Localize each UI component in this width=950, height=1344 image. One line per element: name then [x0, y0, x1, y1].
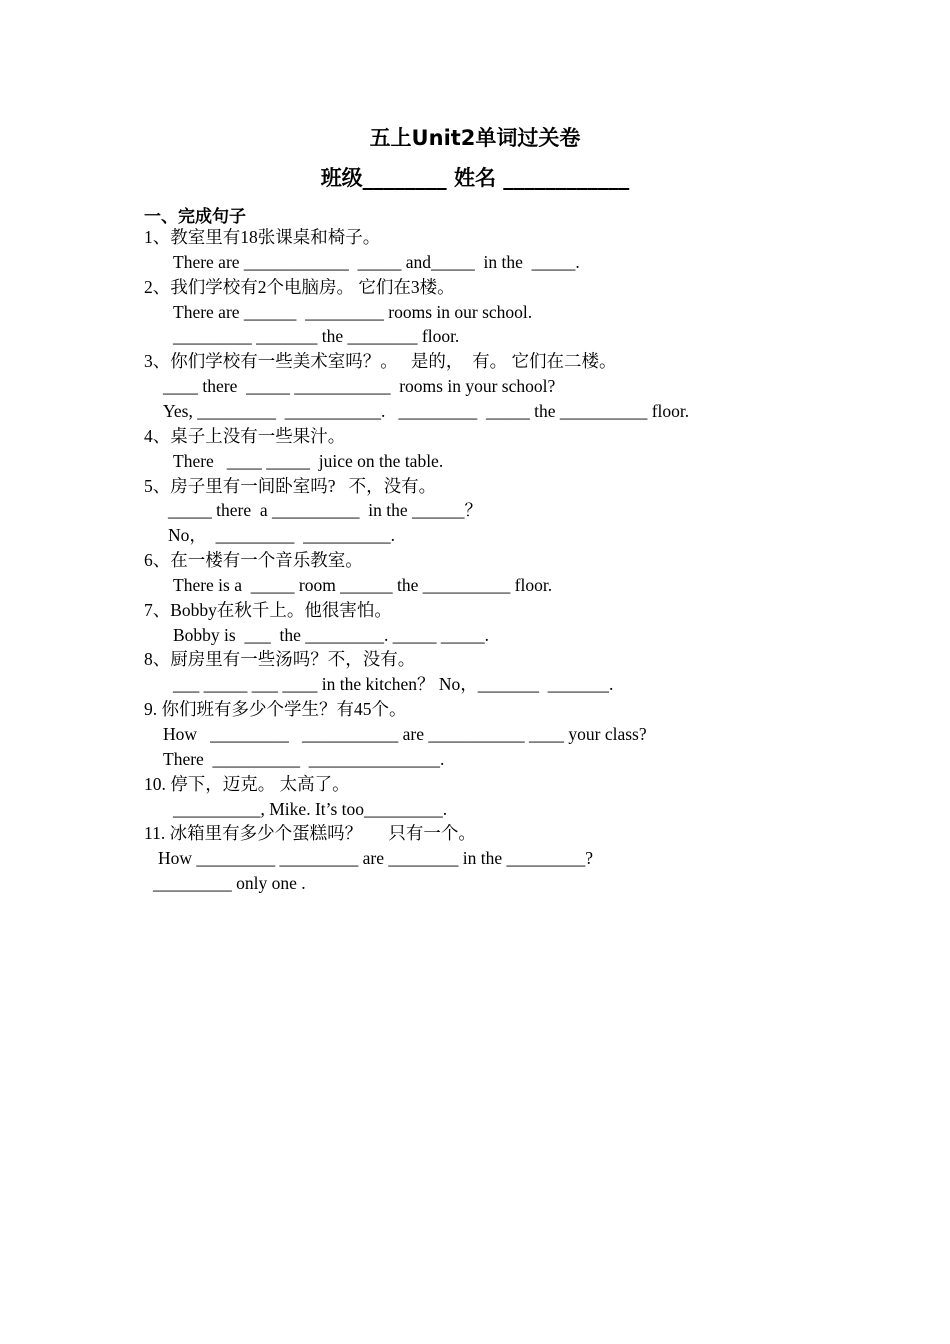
answer-line: _________ _______ the ________ floor. — [173, 326, 460, 347]
question-line: 2、我们学校有2个电脑房。 它们在3楼。 — [144, 276, 455, 297]
question-line: 4、桌子上没有一些果汁。 — [144, 425, 346, 446]
answer-line: ____ there _____ ___________ rooms in your school? — [163, 376, 556, 397]
question-line: 3、你们学校有一些美术室吗？。 是的， 有。 它们在二楼。 — [144, 351, 617, 372]
question-line: 5、房子里有一间卧室吗? 不，没有。 — [144, 475, 437, 496]
answer-line: Yes, _________ ___________. _________ _____ the __________ floor. — [163, 400, 690, 421]
answer-line: _________ only one . — [153, 873, 306, 894]
answer-line: There ____ _____ juice on the table. — [173, 450, 444, 471]
question-line: 8、厨房里有一些汤吗？不，没有。 — [144, 649, 416, 670]
answer-line: Bobby is ___ the _________. _____ _____. — [173, 624, 489, 645]
question-line: 1、教室里有18张课桌和椅子。 — [144, 227, 381, 247]
answer-line: There is a _____ room ______ the __________ floor. — [173, 574, 553, 595]
answer-line: No， _________ __________. — [168, 525, 396, 546]
answer-line: How _________ ___________ are ___________ ____ your class? — [163, 724, 647, 744]
answer-line: _____ there a __________ in the ______？ — [168, 500, 482, 521]
answer-line: How _________ _________ are ________ in the _________? — [158, 848, 594, 869]
answer-line: There __________ _______________. — [163, 748, 445, 769]
question-line: 11. 冰箱里有多少个蛋糕吗？ 只有一个。 — [144, 823, 476, 844]
answer-line: ___ _____ ___ ____ in the kitchen？ No，_______ _______. — [173, 674, 614, 695]
worksheet-title: 五上Unit2单词过关卷 — [369, 126, 581, 150]
question-line: 6、在一楼有一个音乐教室。 — [144, 550, 363, 571]
answer-line: __________, Mike. It’s too_________. — [173, 798, 448, 819]
question-line: 9. 你们班有多少个学生？有45个。 — [144, 699, 407, 720]
question-line: 10. 停下，迈克。 太高了。 — [144, 773, 350, 794]
section-heading: 一、完成句子 — [144, 207, 246, 227]
question-line: 7、Bobby在秋千上。他很害怕。 — [144, 599, 392, 620]
answer-line: There are ____________ _____ and_____ in the _____. — [173, 251, 580, 272]
answer-line: There are ______ _________ rooms in our school. — [173, 301, 533, 322]
class-name-line: 班级________ 姓名 ____________ — [320, 166, 630, 190]
